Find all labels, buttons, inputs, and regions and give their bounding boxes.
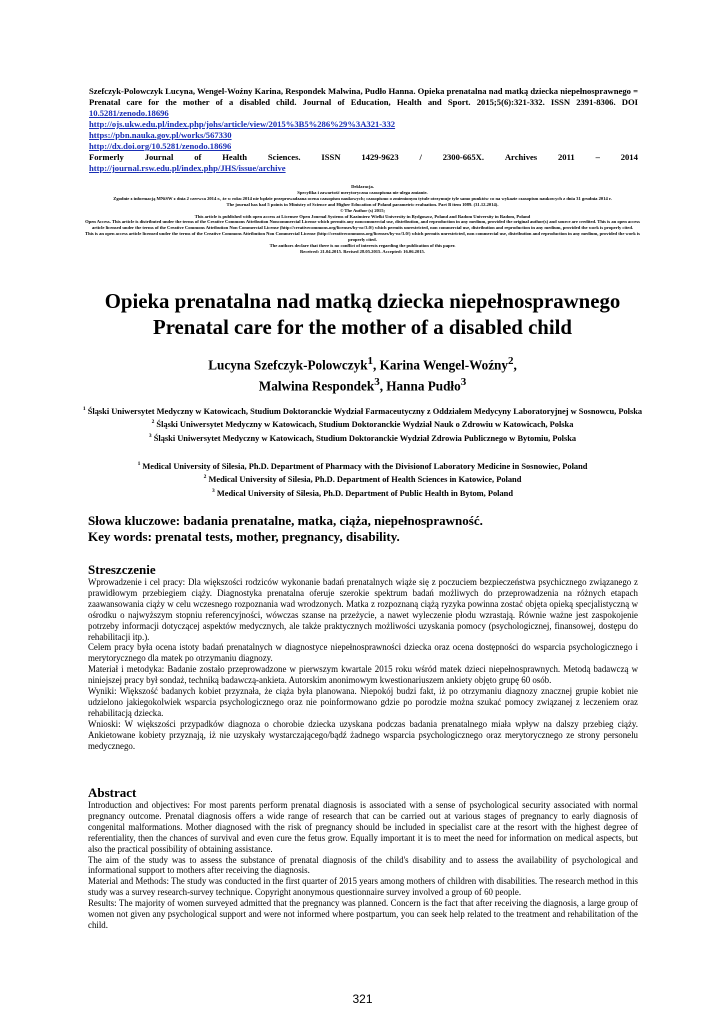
formerly-line: Formerly Journal of Health Sciences. ISSN 1429-9623 / 2300-665X. Archives 2011 – 2014 bbox=[89, 152, 638, 162]
streszczenie-body: Wprowadzenie i cel pracy: Dla większości rodziców wykonanie badań prenatalnych wiąże się z poczuciem bezpieczeństwa psychicznego związanego z prawidłowym przebiegiem ciąży. Diagnostyka prenatalna oferuje szerokie spektrum badań możliwych do przeprowadzenia na różnych etapach zaawansowania ciąży w celu wczesnego rozpoznania wad wrodzonych. Matka z rozpoznaną ciążą ryzyka powinna zostać objęta opieką specjalistyczną w ośrodku o najwyższym stopniu referencyjności, wówczas szanse na przeżycie, a nawet wyleczenie płodu wzrastają. Równie ważne jest zaspokojenie potrzeby informacji dotyczącej aspektów medycznych, ale także praktycznych możliwości uzyskania pomocy (psychologicznej, finansowej, dostępu do rehabilitacji itp.). Celem pracy była ocena istoty badań prenatalnych w diagnostyce niepełnosprawności dziecka oraz ocena dostępności do wsparcia psychologicznego i merytorycznego dla matek po otrzymaniu diagnozy. Materiał i metodyka: Badanie zostało przeprowadzone w pierwszym kwartale 2015 roku wśród matek dzieci niepełnosprawnych. Metodą badawczą w niniejszej pracy był sondaż, techniką badawczą-ankieta. Autorskim anonimowym kwestionariuszem ankiety objęto grupę 60 osób. Wyniki: Większość badanych kobiet przyznała, że ciąża była planowana. Niepokój budzi fakt, iż po otrzymaniu diagnozy znacznej grupie kobiet nie udzielono jakiegokolwiek wsparcia psychologicznego oraz nie poinformowano gdzie po porodzie można szukać pomocy związanej z leczeniem oraz rehabilitacją dziecka. Wnioski: W większości przypadków diagnoza o chorobie dziecka uzyskana podczas badania prenatalnego miała wpływ na dalszy przebieg ciąży. Ankietowane kobiety przyznają, iż nie uzyskały wystarczającego/bądź żadnego wsparcia psychologicznego oraz merytorycznego ze strony personelu medycznego. bbox=[88, 577, 638, 751]
page-number: 321 bbox=[352, 992, 373, 1006]
affiliation-item: $^1$ Medical University of Silesia, Ph.D. Department of Pharmacy with the Divisionof Laboratory Medicine in Sosnowiec, Poland bbox=[137, 461, 588, 471]
ojs-link[interactable]: http://ojs.ukw.edu.pl/index.php/johs/article/view/2015%3B5%286%29%3A321-332 bbox=[89, 119, 396, 129]
affiliation-item: $^2$ Medical University of Silesia, Ph.D. Department of Health Sciences in Katowice, Poland bbox=[203, 474, 522, 485]
abstract-body: Introduction and objectives: For most parents perform prenatal diagnosis is associated with a sense of psychological security associated with normal pregnancy outcome. Prenatal diagnosis offers a wide range of research that can be carried out at various stages of pregnancy to early diagnosis of congenital malformations. Mother diagnosed with the risk of pregnancy should be included in specialist care at the resort with the highest degree of referentiality, then the chances of survival and even cure the fetus grow. Equally important it is to meet the need for information on medical aspects, but also the practical possibility of obtaining assistance. The aim of the study was to assess the substance of prenatal diagnosis of the child's disability and to assess the availability of psychological and informational support to mothers after receiving the diagnosis. Material and Methods: The study was conducted in the first quarter of 2015 years among mothers of children with disabilities. The research method in this study was a survey research-survey technique. Copyright anonymous questionnaire survey involved a group of 60 people. Results: The majority of women surveyed admitted that the pregnancy was planned. Concern is the fact that after receiving the diagnosis, a large group of women not given any psychological support and were not informed where postpartum, you can seek help related to the treatment and rehabilitation of the child. bbox=[88, 800, 638, 930]
abstract-heading: Abstract bbox=[88, 785, 137, 800]
keywords-block bbox=[88, 513, 648, 545]
affiliations-polish bbox=[80, 404, 645, 444]
archive-link[interactable]: http://journal.rsw.edu.pl/index.php/JHS/issue/archive bbox=[89, 163, 286, 173]
affiliation-item: $^1$ Śląski Uniwersytet Medyczny w Katowicach, Studium Doktoranckie Wydział Farmaceutyczny z Oddziałem Medycyny Laboratoryjnej w Sosnowcu, Polska bbox=[82, 406, 643, 416]
affiliation-item: $^3$ Śląski Uniwersytet Medyczny w Katowicach, Studium Doktoranckie Wydział Zdrowia Publicznego w Bytomiu, Polska bbox=[148, 432, 577, 443]
keywords-polish: Słowa kluczowe: badania prenatalne, matka, ciąża, niepełnosprawność. bbox=[88, 513, 483, 528]
declaration-block: Deklaracja. Specyfika i zawartość merytoryczna czasopisma nie ulega zmianie. Zgodnie z informacją MNiSW z dnia 2 czerwca 2014 r., że w roku 2014 nie będzie przeprowadzana ocena czasopism naukowych; czasopismo o zmienionym tytule otrzymuje tyle samo punktów co na wykazie czasopism naukowych z dnia 31 grudnia 2014 r. The journal has had 5 points in Ministry of Science and Higher Education of Poland parametric evaluation. Part B item 1089. (31.12.2014). © The Author (s) 2015; This article is published with open access at Licensee Open Journal Systems of Kazimierz Wielki University in Bydgoszcz, Poland and Radom University in Radom, Poland Open Access. This article is distributed under the terms of the Creative Commons Attribution Noncommercial License which permits any noncommercial use, distribution, and reproduction in any medium, provided the original author(s) and source are credited. This is an open access article licensed under the terms of the Creative Commons Attribution Non Commercial License (http://creativecommons.org/licenses/by-nc/3.0/) which permits unrestricted, non commercial use, distribution and reproduction in any medium, provided the work is properly cited. This is an open access article licensed under the terms of the Creative Commons Attribution Non Commercial License (http://creativecommons.org/licenses/by-nc/3.0/) which permits unrestricted, non commercial use, distribution and reproduction in any medium, provided the work is properly cited. The authors declare that there is no conflict of interests regarding the publication of this paper. Received: 21.04.2015. Revised 28.05.2015. Accepted: 16.06.2015. bbox=[85, 184, 640, 254]
title-english: Prenatal care for the mother of a disabled child bbox=[153, 316, 572, 339]
keywords-english: Key words: prenatal tests, mother, pregnancy, disability. bbox=[88, 529, 400, 544]
title-polish: Opieka prenatalna nad matką dziecka niepełnosprawnego bbox=[104, 290, 621, 313]
author-list: Lucyna Szefczyk-Polowczyk$^1$, Karina Wengel-Woźny$^2$, Malwina Respondek$^3$, Hanna Pudło$^3$ bbox=[208, 355, 517, 394]
pbn-link[interactable]: https://pbn.nauka.gov.pl/works/567330 bbox=[89, 130, 232, 140]
affiliation-item: $^2$ Śląski Uniwersytet Medyczny w Katowicach, Studium Doktoranckie Wydział Nauk o Zdrowiu w Katowicach, Polska bbox=[151, 419, 574, 430]
citation-block bbox=[89, 86, 638, 174]
doi-link[interactable]: 10.5281/zenodo.18696 bbox=[89, 108, 169, 118]
affiliations-english bbox=[80, 459, 645, 499]
affiliation-item: $^3$ Medical University of Silesia, Ph.D. Department of Public Health in Bytom, Poland bbox=[212, 487, 513, 498]
streszczenie-heading: Streszczenie bbox=[88, 562, 156, 577]
dx-doi-link[interactable]: http://dx.doi.org/10.5281/zenodo.18696 bbox=[89, 141, 232, 151]
paper-title bbox=[40, 289, 685, 341]
citation-text: Szefczyk-Polowczyk Lucyna, Wengel-Woźny Karina, Respondek Malwina, Pudło Hanna. Opieka prenatalna nad matką dziecka niepełnosprawnego = Prenatal care for the mother of a disabled child. Journal of Education, Health and Sport. 2015;5(6):321-332. ISSN 2391-8306. DOI 10.5281/zenodo.18696 bbox=[89, 86, 638, 118]
